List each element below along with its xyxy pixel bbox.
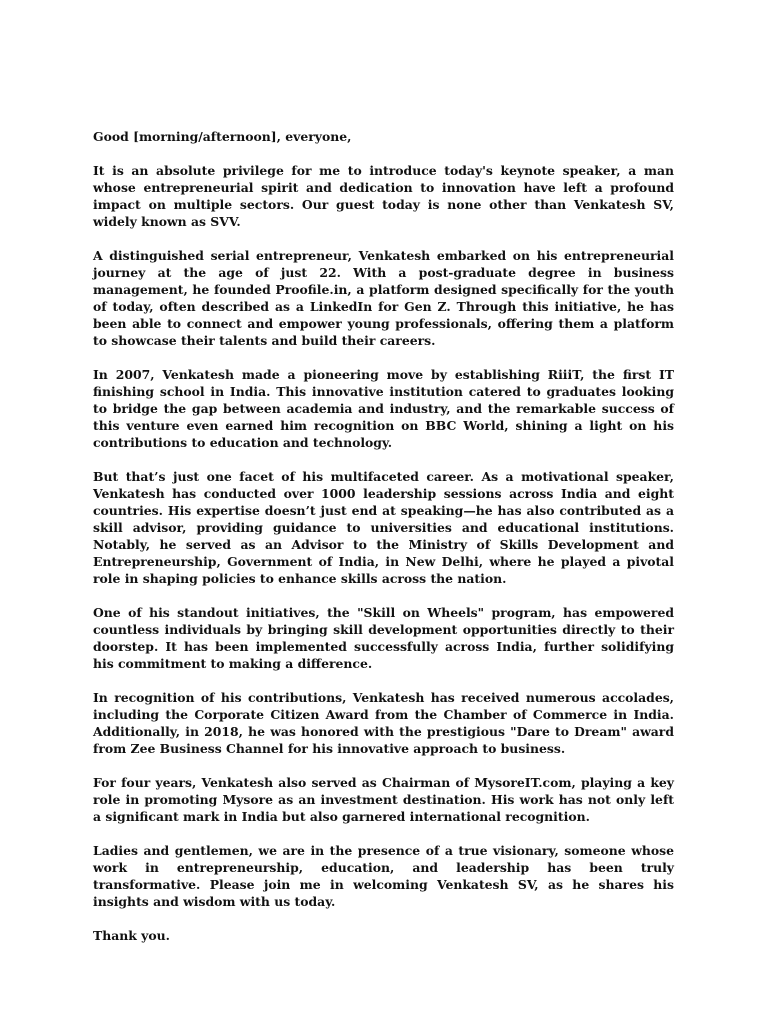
paragraph-skill-on-wheels: One of his standout initiatives, the "Skill on Wheels" program, has empowered countless individuals by bringing skill development opportunities directly to their doorstep. It has been implemented successfully across India, further solidifying his commitment to making a difference. [93, 605, 674, 671]
paragraph-welcome: Ladies and gentlemen, we are in the presence of a true visionary, someone whose work in entrepreneurship, education, and leadership has been truly transformative. Please join me in welcoming Venkatesh SV, as he shares his insights and wisdom with us today. [93, 843, 674, 909]
greeting: Good [morning/afternoon], everyone, [93, 129, 352, 144]
paragraph-speaker-advisor: But that’s just one facet of his multifaceted career. As a motivational speaker, Venkatesh has conducted over 1000 leadership sessions across India and eight countries. His expertise doesn’t just end at speaking—he has also contributed as a skill advisor, providing guidance to universities and educational institutions. Notably, he served as an Advisor to the Ministry of Skills Development and Entrepreneurship, Government of India, in New Delhi, where he played a pivotal role in shaping policies to enhance skills across the nation. [93, 469, 674, 586]
paragraph-introduction: It is an absolute privilege for me to introduce today's keynote speaker, a man whose entrepreneurial spirit and dedication to innovation have left a profound impact on multiple sectors. Our guest today is none other than Venkatesh SV, widely known as SVV. [93, 163, 674, 229]
paragraph-early-career: A distinguished serial entrepreneur, Venkatesh embarked on his entrepreneurial journey at the age of just 22. With a post-graduate degree in business management, he founded Proofile.in, a platform designed specifically for the youth of today, often described as a LinkedIn for Gen Z. Through this initiative, he has been able to connect and empower young professionals, offering them a platform to showcase their talents and build their careers. [93, 248, 674, 348]
paragraph-awards: In recognition of his contributions, Venkatesh has received numerous accolades, including the Corporate Citizen Award from the Chamber of Commerce in India. Additionally, in 2018, he was honored with the prestigious "Dare to Dream" award from Zee Business Channel for his innovative approach to business. [93, 690, 674, 756]
paragraph-mysoreit: For four years, Venkatesh also served as Chairman of MysoreIT.com, playing a key role in promoting Mysore as an investment destination. His work has not only left a significant mark in India but also garnered international recognition. [93, 775, 674, 824]
closing: Thank you. [93, 928, 170, 943]
paragraph-riiit: In 2007, Venkatesh made a pioneering move by establishing RiiiT, the first IT finishing school in India. This innovative institution catered to graduates looking to bridge the gap between academia and industry, and the remarkable success of this venture even earned him recognition on BBC World, shining a light on his contributions to education and technology. [93, 367, 674, 450]
speech-body [93, 128, 674, 961]
